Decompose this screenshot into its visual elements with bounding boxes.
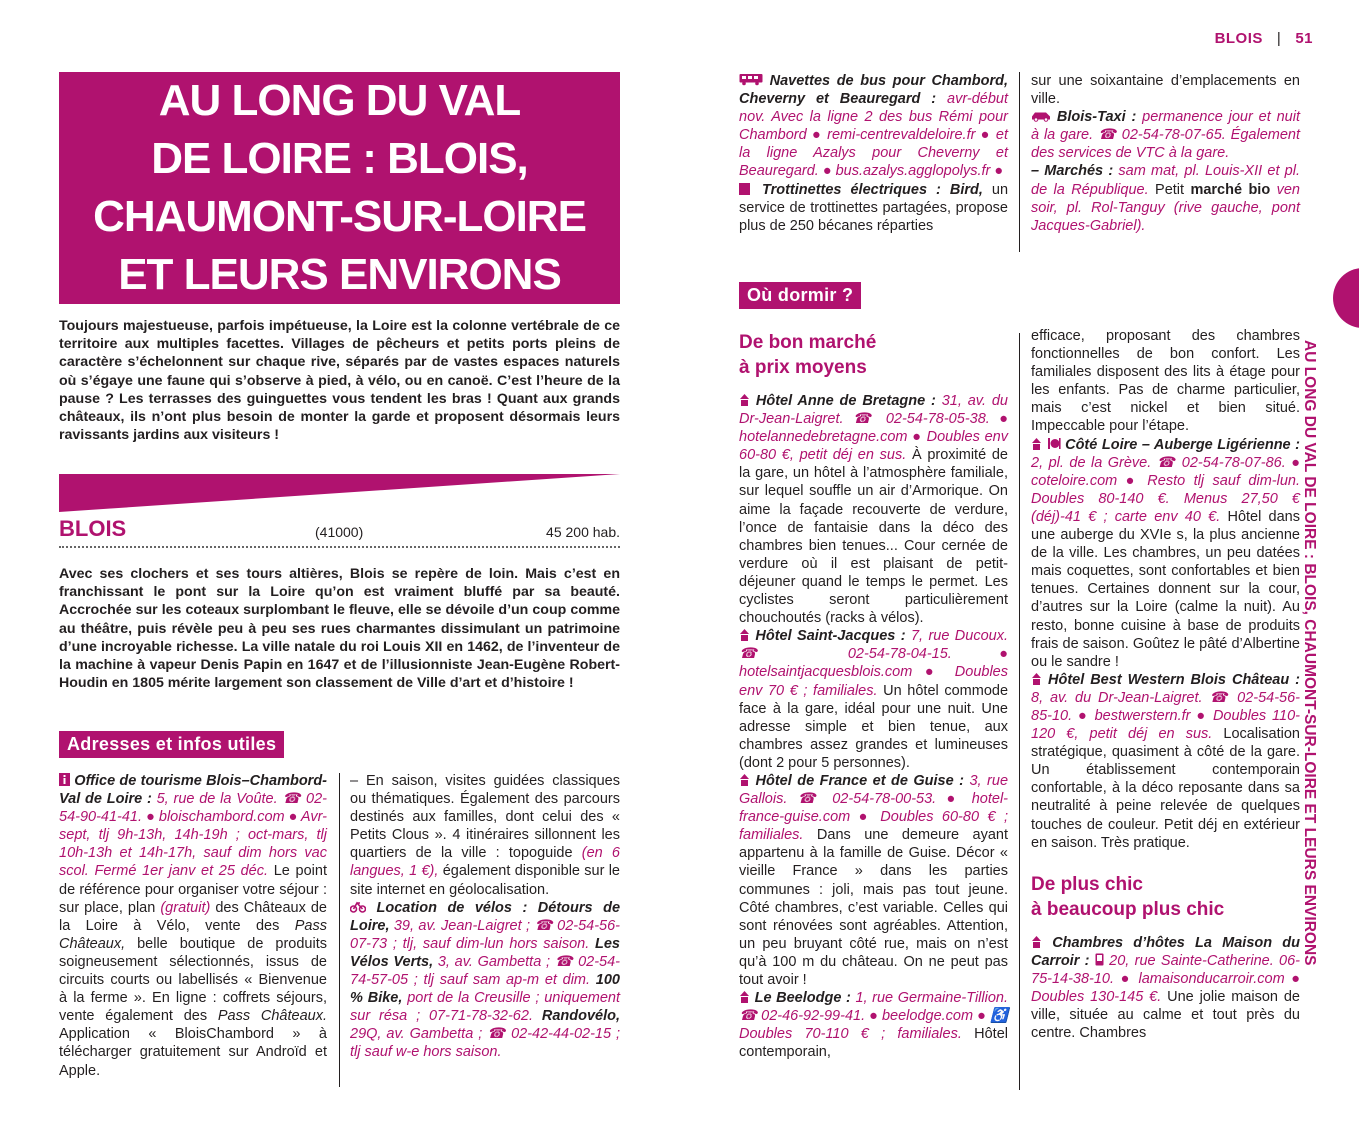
bus-icon <box>739 73 763 86</box>
hotel-icon <box>1031 437 1042 450</box>
saint-jacques-text: Un hôtel commode face à la gare, idéal pour une nuit. Une adresse simple et bien tenue, aux chambres assez grandes et lumineuses (dont 2 pour 5 personnes). <box>739 682 1009 771</box>
subheading-bon-marche <box>739 330 1008 380</box>
marches-text: Petit <box>1155 181 1185 198</box>
office-text-1: Le point de référence pour organiser votre séjour : sur place, plan <box>59 863 327 916</box>
office-text-6: Pass Châteaux. <box>217 1008 327 1025</box>
best-western-text: Localisation stratégique, quasiment à côté de la gare. Un établissement contemporain confortable, à la déco reposante dans sa neutralité à peine relevée de quelques touches de couleur. Petit déj en extérieur en saison. Très pratique. <box>1031 726 1300 851</box>
chapter-title-line-4: ET LEURS ENVIRONS <box>118 250 561 299</box>
france-guise-info: 3, rue Gallois. ☎ 02-54-78-00-53. ● hotel-france-guise.com ● Doubles 60-80 € ; familiales. <box>739 772 1009 844</box>
cote-loire-name: Côté Loire – Auberge Ligérienne : <box>1065 436 1300 453</box>
office-text-4: Pass Châteaux, <box>59 917 327 952</box>
france-guise-text: Dans une demeure ayant appartenu à la famille de Guise. Décor « vieille France » dans les parties communes : joli, mais pas tout jeune. Côté chambres, c’est variable. Celles qui sont rénovées sont agréables. Attention, un peu bruyant côté rue, mais on n’est qu’à 100 m du château. On ne peut pas tout avoir ! <box>739 827 1009 988</box>
office-text-3: des Châteaux de la Loire à Vélo, vente des <box>59 899 327 934</box>
anne-info: 31, av. du Dr-Jean-Laigret. ☎ 02-54-78-05-38. ● hotelannedebretagne.com ● Doubles env 60-80 €, petit déj en sus. <box>739 393 1008 464</box>
hotel-icon <box>1031 935 1042 948</box>
hotel-icon <box>739 393 750 406</box>
hotel-icon <box>739 773 750 786</box>
verts-name: Les Vélos Verts, <box>350 935 621 970</box>
beelodge-text: Hôtel contemporain, <box>739 1026 1008 1061</box>
column-adresses-1 <box>59 772 327 1080</box>
navettes-info: avr-début nov. Avec la ligne 2 des bus Rémi pour Chambord ● remi-centrevaldeloire.fr ● et la ligne Azalys pour Cheverny et Beauregard. ● bus.azalys.agglopolys.fr ● <box>739 91 1008 180</box>
chapter-side-tab <box>1333 268 1359 328</box>
bicycle-icon <box>350 900 366 913</box>
tours-text-3: également disponible sur le site internet en géolocalisation. <box>350 863 620 898</box>
subheading-plus-chic-line-1: De plus chic <box>1031 873 1143 895</box>
best-western-info: 8, av. du Dr-Jean-Laigret. ☎ 02-54-56-85-10. ● bestwerstern.fr ● Doubles 110-120 €, petit déj en sus. <box>1031 689 1300 743</box>
carroir-info: 20, rue Sainte-Catherine. 06-75-14-38-10. ● lamaisonducarroir.com ● Doubles 130-145 €. <box>1031 952 1301 1005</box>
office-text-5: belle boutique de produits soigneusement sélectionnés, issus de circuits courts ou labellisés « Bienvenue à la ferme ». En ligne : coffrets séjours, vente également des <box>59 935 327 1025</box>
bike-info: port de la Creusille ; uniquement sur résa ; 07-71-78-32-62. <box>350 990 620 1025</box>
marches-info-2: ven soir, pl. Rol-Tanguy (rive gauche, pont Jacques-Gabriel). <box>1031 181 1300 234</box>
subheading-bon-marche-line-2: à prix moyens <box>739 357 867 378</box>
column-hotels-2 <box>1031 327 1300 1042</box>
beelodge-text-end: efficace, proposant des chambres fonctionnelles de bon confort. Les familiales disposent des lits à étage pour les enfants. Pas de charme particulier, mais c’est nickel et bien situé. Impeccable pour l’étape. <box>1031 328 1300 435</box>
info-icon <box>59 773 70 786</box>
chapter-title-line-2: DE LOIRE : BLOIS, <box>151 134 528 183</box>
subheading-plus-chic <box>1031 872 1300 922</box>
tours-text-2: (en 6 langues, 1 €), <box>350 845 620 880</box>
chapter-title-line-3: CHAUMONT-SUR-LOIRE <box>93 192 586 241</box>
carroir-name: Chambres d’hôtes La Maison du Carroir : <box>1031 934 1301 969</box>
city-heading <box>59 516 620 548</box>
rando-name: Randovélo, <box>541 1008 620 1025</box>
city-intro: Avec ses clochers et ses tours altières, Blois se repère de loin. Mais c’est en franchissant le pont sur la Loire qu’on est vraiment bluffé par sa beauté. Accrochée sur les coteaux surplombant le fleuve, elle se dévoile d’un coup comme au théâtre, puis révèle peu à peu ses rues charmantes dissimulant un patrimoine d’une incroyable richesse. La ville natale du roi Louis XII en 1462, de l’inventeur de la machine à vapeur Denis Papin en 1647 et de l’illusionniste Jean-Eugène Robert-Houdin en 1805 mérite largement son classement de Ville d’art et d’histoire ! <box>59 566 620 692</box>
navettes-name: Navettes de bus pour Chambord, Cheverny et Beauregard : <box>739 73 1008 108</box>
page-number: 51 <box>1295 30 1313 47</box>
best-western-name: Hôtel Best Western Blois Château : <box>1047 671 1300 688</box>
chapter-title <box>59 72 620 304</box>
vertical-chapter-title <box>1300 340 1338 980</box>
france-guise-name: Hôtel de France et de Guise : <box>755 772 964 789</box>
rando-info: 29Q, av. Gambetta ; ☎ 02-42-44-02-15 ; tlj sauf w-e hors saison. <box>350 1026 620 1061</box>
column-adresses-2 <box>350 772 620 1062</box>
subheading-bon-marche-line-1: De bon marché <box>739 332 877 353</box>
verts-info: 3, av. Gambetta ; ☎ 02-54-74-57-05 ; tlj sauf sam ap-m et dim. <box>350 953 620 989</box>
marches-name: – Marchés : <box>1031 163 1114 180</box>
beelodge-info: 1, rue Germaine-Tillion. ☎ 02-46-92-99-41. ● beelodge.com ● ♿ Doubles 70-110 € ; familiales. <box>739 990 1008 1043</box>
office-text-7: Application « BloisChambord » à télécharger gratuitement sur Androïd et Apple. <box>59 1026 327 1079</box>
running-header-section: BLOIS <box>1214 30 1263 47</box>
section-heading-adresses: Adresses et infos utiles <box>59 731 284 758</box>
column-rule <box>1019 72 1020 252</box>
cote-loire-info: 2, pl. de la Grève. ☎ 02-54-78-07-86. ● coteloire.com ● Resto tlj sauf dim-lun. Doubles 80-140 €. Menus 27,50 € (déj)-41 € ; carte env 40 €. <box>1031 454 1300 525</box>
trottinettes-text: un service de trottinettes partagées, propose plus de 250 bécanes réparties <box>739 181 1009 234</box>
restaurant-icon <box>1047 437 1061 450</box>
city-population: 45 200 hab. <box>546 524 620 540</box>
city-name: BLOIS <box>59 516 127 541</box>
beelodge-name: Le Beelodge : <box>754 990 851 1007</box>
column-rule <box>339 773 340 1087</box>
office-name: Office de tourisme Blois–Chambord-Val de Loire : <box>59 773 327 808</box>
tours-text-1: – En saison, visites guidées classiques ou thématiques. Également des parcours destinés aux familles, dont celui des « Petits Clous ». 4 itinéraires sillonnent les quartiers de la ville : topoguide <box>350 773 620 862</box>
vertical-chapter-title-text: AU LONG DU VAL DE LOIRE : BLOIS, CHAUMONT-SUR-LOIRE ET LEURS ENVIRONS <box>1301 340 1318 966</box>
chapter-intro: Toujours majestueuse, parfois impétueuse, la Loire est la colonne vertébrale de ce territoire aux multiples facettes. Villages de pêcheurs et petits ports pleins de caractère s’échelonnent sur chaque rive, séparés par de vastes espaces naturels où s’égaye une faune qui s’observe à pied, à vélo, ou en canoë. C’est l’heure de la pause ? Les terrasses des guinguettes vous tendent les bras ! Quant aux grands châteaux, ils n’ont plus besoin de monter la garde et proposent désormais leurs ravissants jardins aux visiteurs ! <box>59 318 620 444</box>
subheading-plus-chic-line-2: à beaucoup plus chic <box>1031 898 1225 920</box>
velos-info: 39, av. Jean-Laigret ; ☎ 02-54-56-07-73 ; tlj, sauf dim-lun hors saison. <box>350 917 621 952</box>
city-postcode: (41000) <box>315 524 364 540</box>
column-transports-1 <box>739 72 1008 235</box>
taxi-name: Blois-Taxi : <box>1056 109 1137 126</box>
chapter-title-line-1: AU LONG DU VAL <box>158 76 521 125</box>
cote-loire-text: Hôtel dans une auberge du XVIe s, la plus ancienne de la ville. Les chambres, un peu datées mais coquettes, sont confortables et bien tenues. Certaines donnent sur la cour, d’autres sur la Loire (calme la nuit). Au resto, bonne cuisine à base de produits frais de saison. Goûtez le pâté d’Albertine ou le sandre ! <box>1031 508 1301 670</box>
column-transports-2 <box>1031 72 1300 235</box>
section-heading-dormir: Où dormir ? <box>739 282 861 309</box>
trottinettes-name: Trottinettes électriques : Bird, <box>762 181 983 198</box>
trottinettes-text-end: sur une soixantaine d’emplacements en ville. <box>1031 73 1300 108</box>
square-bullet-icon <box>739 183 750 195</box>
anne-name: Hôtel Anne de Bretagne : <box>755 393 936 409</box>
office-info: 5, rue de la Voûte. ☎ 02-54-90-41-41. ● bloischambord.com ● Avr-sept, tlj 9h-13h, 14h-19h ; oct-mars, tlj 10h-13h et 14h-17h, sauf dim hors vac scol. Fermé 1er janv et 25 déc. <box>59 791 327 880</box>
hotel-icon <box>739 990 750 1003</box>
column-rule <box>1019 333 1020 1090</box>
car-icon <box>1031 109 1051 122</box>
saint-jacques-name: Hôtel Saint-Jacques : <box>755 628 906 645</box>
office-text-2: (gratuit) <box>160 899 211 916</box>
velos-name: Location de vélos : Détours de Loire, <box>350 899 621 934</box>
running-header-separator: | <box>1276 30 1282 47</box>
bike-name: 100 % Bike, <box>350 972 620 1007</box>
hotel-icon <box>739 628 750 641</box>
carroir-text: Une jolie maison de ville, située au calme et tout près du centre. Chambres <box>1031 989 1300 1042</box>
marches-bio: marché bio <box>1190 181 1271 198</box>
column-hotels-1 <box>739 330 1008 1061</box>
hotel-icon <box>1031 672 1042 685</box>
marches-info-1: sam mat, pl. Louis-XII et pl. de la République. <box>1031 163 1300 198</box>
decorative-wedge <box>59 472 620 512</box>
saint-jacques-info: 7, rue Ducoux. ☎ 02-54-78-04-15. ● hotelsaintjacquesblois.com ● Doubles env 70 € ; familiales. <box>739 628 1008 699</box>
anne-text: À proximité de la gare, un hôtel à l’atmosphère familiale, sur lequel souffle un air d’Armorique. On aime la façade recouverte de verdure, l’once de fantaisie dans la déco des chambres bien tenues... Cour cernée de verdure où il est plaisant de petit-déjeuner quand le temps le permet. Les cyclistes seront particulièrement chouchoutés (racks à vélos). <box>739 447 1008 627</box>
taxi-info: permanence jour et nuit à la gare. ☎ 02-54-78-07-65. Également des services de VTC à la gare. <box>1031 109 1300 162</box>
running-header <box>1215 30 1313 47</box>
mobile-phone-icon <box>1095 953 1104 966</box>
